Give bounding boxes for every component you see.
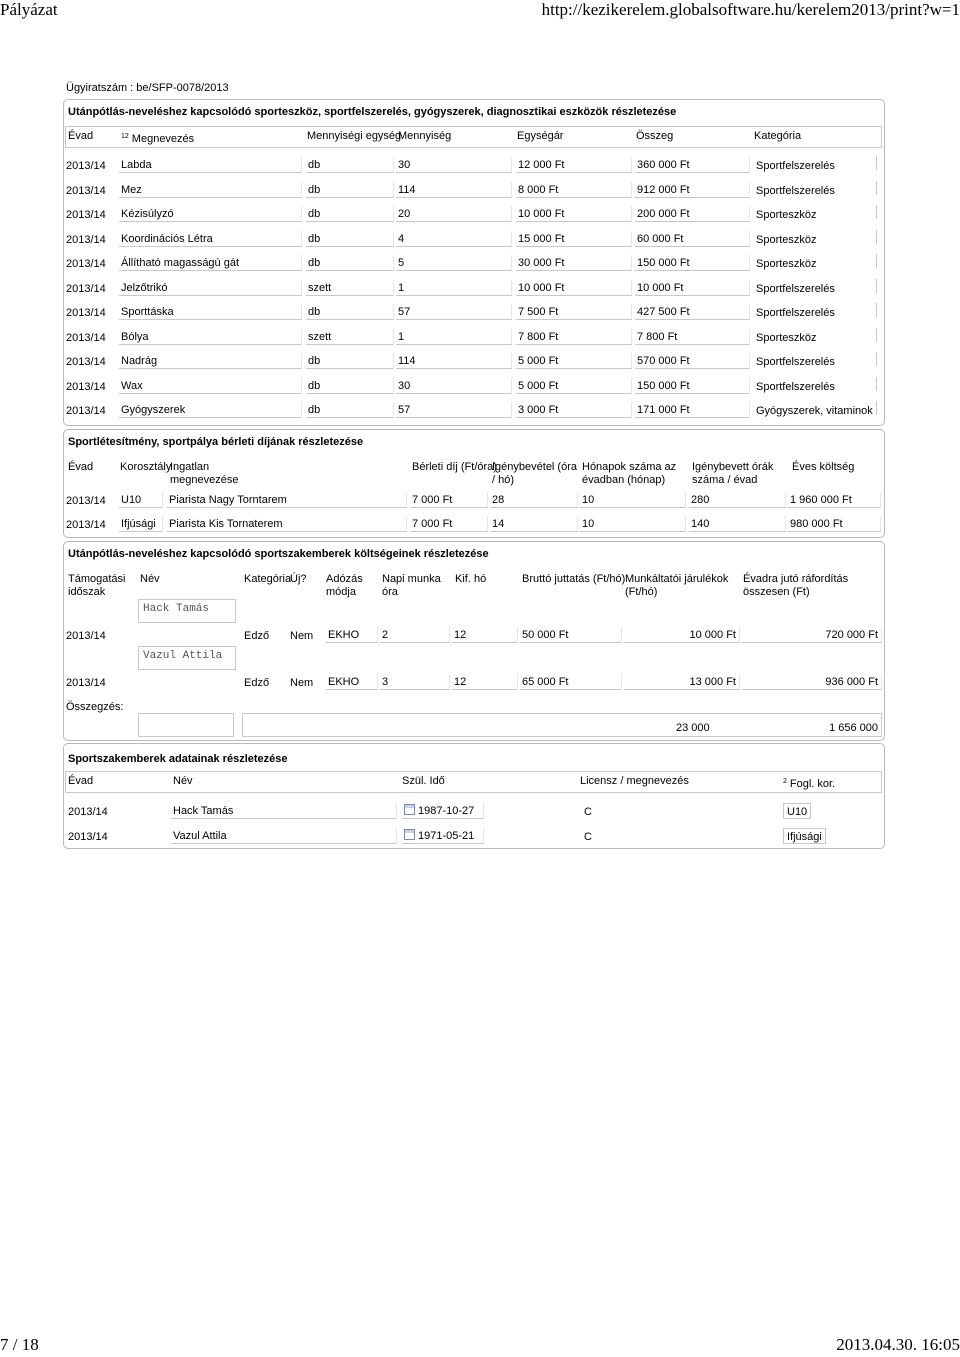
cell-kategoria: Sportfelszerelés <box>756 307 835 319</box>
cell-egysegar[interactable]: 10 000 Ft <box>516 280 632 296</box>
page-counter: 7 / 18 <box>0 1335 39 1354</box>
cell-mennyiseg[interactable]: 1 <box>396 280 512 296</box>
cell-igeny[interactable]: 14 <box>490 516 578 532</box>
cell-evad: 2013/14 <box>68 830 108 843</box>
cell-evad: 2013/14 <box>66 380 106 393</box>
cell-idoszak: 2013/14 <box>66 630 106 642</box>
cell-mennyiseg[interactable]: 4 <box>396 231 512 247</box>
cell-megnevezes[interactable]: Bólya <box>119 329 302 345</box>
cell-adozas[interactable]: EKHO <box>326 674 378 690</box>
cell-megnevezes[interactable]: Wax <box>119 378 302 394</box>
cell-osszeg[interactable]: 200 000 Ft <box>635 206 750 222</box>
cell-idoszak: 2013/14 <box>66 677 106 689</box>
cell-megnevezes[interactable]: Kézisúlyzó <box>119 206 302 222</box>
cell-ingatlan[interactable]: Piarista Nagy Torntarem <box>167 492 407 508</box>
cell-fogl[interactable]: Ifjúsági <box>783 828 826 844</box>
header-kategoria: Kategória <box>244 573 292 585</box>
cell-napi[interactable]: 3 <box>380 674 450 690</box>
cell-orak[interactable]: 140 <box>689 516 786 532</box>
cell-osszeg[interactable]: 912 000 Ft <box>635 182 750 198</box>
cell-nev[interactable]: Vazul Attila <box>171 828 397 844</box>
header-honapok: Hónapok száma az évadban (hónap) <box>582 461 677 486</box>
header-korosztaly: Korosztály <box>120 461 172 473</box>
cell-evad: 2013/14 <box>66 405 106 417</box>
cell-osszeg[interactable]: 60 000 Ft <box>635 231 750 247</box>
cell-evad: 2013/14 <box>66 519 106 531</box>
cell-kategoria: Sporteszköz <box>756 331 817 344</box>
cell-brutto[interactable]: 50 000 Ft <box>520 627 622 643</box>
cell-adozas[interactable]: EKHO <box>326 627 378 643</box>
cell-egysegar[interactable]: 5 000 Ft <box>516 353 632 369</box>
field-edge <box>872 377 877 391</box>
cell-egyseg[interactable]: db <box>306 402 394 418</box>
cell-evad: 2013/14 <box>66 160 106 172</box>
cell-egysegar[interactable]: 5 000 Ft <box>516 378 632 394</box>
cell-mennyiseg[interactable]: 57 <box>396 402 512 418</box>
header-szul: Szül. Idő <box>402 775 445 787</box>
cell-osszeg[interactable]: 7 800 Ft <box>635 329 750 345</box>
cell-evad: 2013/14 <box>66 495 106 507</box>
cell-mennyiseg[interactable]: 57 <box>396 304 512 320</box>
header-kategoria: Kategória <box>754 130 802 142</box>
cell-kategoria: Sportfelszerelés <box>756 184 835 197</box>
equipment-section <box>63 99 885 426</box>
header-kif: Kif. hó <box>455 573 487 585</box>
staff-costs-section <box>63 541 885 741</box>
cell-kategoria: Gyógyszerek, vitaminok <box>756 405 873 417</box>
cell-brutto[interactable]: 65 000 Ft <box>520 674 622 690</box>
cell-egysegar[interactable]: 7 800 Ft <box>516 329 632 345</box>
cell-egysegar[interactable]: 7 500 Ft <box>516 304 632 320</box>
field-edge <box>872 401 877 415</box>
cell-evad: 2013/14 <box>66 233 106 246</box>
staff-details-section <box>63 743 885 849</box>
header-egysegar: Egységár <box>517 130 564 142</box>
staff-costs-section-title: Utánpótlás-neveléshez kapcsolódó sportszakemberek költségeinek részletezése <box>68 548 489 560</box>
field-edge <box>872 303 877 317</box>
header-koltseg: Éves költség <box>792 461 855 473</box>
cell-mennyiseg[interactable]: 30 <box>396 378 512 394</box>
cell-evadra[interactable]: 936 000 Ft <box>742 674 882 690</box>
cell-kif[interactable]: 12 <box>452 674 518 690</box>
cell-egyseg[interactable]: szett <box>306 280 394 296</box>
cell-egyseg[interactable]: db <box>306 157 394 173</box>
cell-osszeg[interactable]: 360 000 Ft <box>635 157 750 173</box>
cell-kategoria: Sportfelszerelés <box>756 380 835 393</box>
cell-honapok[interactable]: 10 <box>580 516 686 532</box>
cell-egysegar[interactable]: 12 000 Ft <box>516 157 632 173</box>
cell-egysegar[interactable]: 10 000 Ft <box>516 206 632 222</box>
cell-evad: 2013/14 <box>66 258 106 270</box>
header-igenybevetel: Igénybevétel (óra / hó) <box>492 461 577 486</box>
cell-egyseg[interactable]: db <box>306 304 394 320</box>
cell-egyseg[interactable]: db <box>306 255 394 271</box>
cell-megnevezes[interactable]: Gyógyszerek <box>119 402 302 418</box>
cell-evad: 2013/14 <box>66 331 106 344</box>
cell-szul: 1971-05-21 <box>418 829 475 842</box>
header-brutto: Bruttó juttatás (Ft/hó) <box>522 573 626 585</box>
field-edge <box>872 279 877 293</box>
cell-egyseg[interactable]: db <box>306 378 394 394</box>
header-mennyiseg: Mennyiség <box>398 130 452 142</box>
cell-korosztaly[interactable]: Ifjúsági <box>119 516 163 532</box>
field-edge <box>872 254 877 268</box>
cell-evad: 2013/14 <box>66 282 106 295</box>
cell-egyseg[interactable]: db <box>306 353 394 369</box>
print-datetime: 2013.04.30. 16:05 <box>836 1335 960 1354</box>
header-licensz: Licensz / megnevezés <box>580 775 689 787</box>
header-idoszak: Támogatási időszak <box>68 573 126 598</box>
cell-megnevezes[interactable]: Állítható magasságú gát <box>119 255 302 271</box>
cell-osszeg[interactable]: 427 500 Ft <box>635 304 750 320</box>
header-ingatlan: Ingatlan megnevezése <box>170 461 239 486</box>
cell-egyseg[interactable]: db <box>306 182 394 198</box>
summary-row-field <box>242 713 882 737</box>
cell-mennyiseg[interactable]: 30 <box>396 157 512 173</box>
field-edge <box>872 328 877 342</box>
cell-osszeg[interactable]: 10 000 Ft <box>635 280 750 296</box>
cell-evad: 2013/14 <box>66 209 106 221</box>
cell-licensz: C <box>584 830 592 843</box>
cell-kategoria: Edző <box>244 630 270 642</box>
cell-osszeg[interactable]: 150 000 Ft <box>635 378 750 394</box>
cell-mennyiseg[interactable]: 5 <box>396 255 512 271</box>
header-fogl: $^2$ Fogl. kor. <box>783 778 836 790</box>
staff-name-field[interactable]: Vazul Attila <box>138 646 236 670</box>
cell-egyseg[interactable]: db <box>306 206 394 222</box>
cell-megnevezes[interactable]: Sporttáska <box>119 304 302 320</box>
header-adozas: Adózás módja <box>326 573 363 598</box>
staff-details-section-title: Sportszakemberek adatainak részletezése <box>68 753 288 765</box>
staff-name-field[interactable]: Hack Tamás <box>138 599 236 623</box>
header-uj: Új? <box>290 573 307 585</box>
cell-osszeg[interactable]: 570 000 Ft <box>635 353 750 369</box>
cell-osszeg[interactable]: 150 000 Ft <box>635 255 750 271</box>
field-edge <box>872 205 877 219</box>
summary-label: Összegzés: <box>66 701 124 713</box>
cell-evad: 2013/14 <box>66 356 106 368</box>
cell-szul: 1987-10-27 <box>418 805 475 817</box>
header-jarulek: Munkáltatói járulékok (Ft/hó) <box>625 573 729 598</box>
cell-uj: Nem <box>290 677 314 689</box>
header-napi: Napi munka óra <box>382 573 441 598</box>
cell-kategoria: Sporteszköz <box>756 258 817 270</box>
cell-koltseg[interactable]: 1 960 000 Ft <box>788 492 881 508</box>
cell-uj: Nem <box>290 630 314 642</box>
cell-egysegar[interactable]: 15 000 Ft <box>516 231 632 247</box>
cell-megnevezes[interactable]: Koordinációs Létra <box>119 231 302 247</box>
calendar-icon[interactable] <box>404 829 415 840</box>
birthdate-field[interactable] <box>402 803 484 819</box>
facility-section-title: Sportlétesítmény, sportpálya bérleti díjának részletezése <box>68 436 364 448</box>
facility-section <box>63 429 885 538</box>
header-evad: Évad <box>68 461 94 473</box>
browser-title: Pályázat <box>0 0 58 19</box>
cell-dij[interactable]: 7 000 Ft <box>410 492 488 508</box>
cell-mennyiseg[interactable]: 1 <box>396 329 512 345</box>
header-nev: Név <box>140 573 160 585</box>
cell-mennyiseg[interactable]: 114 <box>396 182 512 198</box>
cell-dij[interactable]: 7 000 Ft <box>410 516 488 532</box>
cell-mennyiseg[interactable]: 114 <box>396 353 512 369</box>
summary-jarulek: 23 000 <box>676 722 710 734</box>
browser-url[interactable]: http://kezikerelem.globalsoftware.hu/kerelem2013/print?w=1 <box>541 0 960 19</box>
header-evadra: Évadra jutó ráfordítás összesen (Ft) <box>743 573 849 598</box>
cell-evad: 2013/14 <box>68 806 108 818</box>
cell-licensz: C <box>584 806 592 818</box>
header-berleti-dij: Bérleti díj (Ft/óra) <box>412 461 497 473</box>
cell-nev[interactable]: Hack Tamás <box>171 803 397 819</box>
cell-evad: 2013/14 <box>66 307 106 319</box>
cell-honapok[interactable]: 10 <box>580 492 686 508</box>
header-orak: Igénybevett órák száma / évad <box>692 461 774 486</box>
summary-evadra: 1 656 000 <box>829 722 878 734</box>
cell-napi[interactable]: 2 <box>380 627 450 643</box>
field-edge <box>872 230 877 244</box>
cell-egysegar[interactable]: 3 000 Ft <box>516 402 632 418</box>
header-osszeg: Összeg <box>636 130 674 142</box>
field-edge <box>872 352 877 366</box>
cell-igeny[interactable]: 28 <box>490 492 578 508</box>
cell-mennyiseg[interactable]: 20 <box>396 206 512 222</box>
cell-kategoria: Sporteszköz <box>756 209 817 221</box>
cell-koltseg[interactable]: 980 000 Ft <box>788 516 881 532</box>
cell-osszeg[interactable]: 171 000 Ft <box>635 402 750 418</box>
summary-name-field <box>138 713 234 737</box>
cell-egysegar[interactable]: 8 000 Ft <box>516 182 632 198</box>
cell-kategoria: Sportfelszerelés <box>756 160 835 172</box>
cell-evadra[interactable]: 720 000 Ft <box>742 627 882 643</box>
birthdate-field[interactable] <box>402 828 484 844</box>
header-evad: Évad <box>68 130 94 142</box>
cell-ingatlan[interactable]: Piarista Kis Tornaterem <box>167 516 407 532</box>
field-edge <box>872 181 877 195</box>
cell-egysegar[interactable]: 30 000 Ft <box>516 255 632 271</box>
cell-megnevezes[interactable]: Nadrág <box>119 353 302 369</box>
equipment-section-title: Utánpótlás-neveléshez kapcsolódó sporteszköz, sportfelszerelés, gyógyszerek, diagnosztikai eszközök részletezése <box>68 106 677 118</box>
cell-kategoria: Edző <box>244 677 270 689</box>
cell-fogl[interactable]: U10 <box>783 803 811 819</box>
cell-egyseg[interactable]: db <box>306 231 394 247</box>
cell-megnevezes[interactable]: Jelzőtrikó <box>119 280 302 296</box>
cell-egyseg[interactable]: szett <box>306 329 394 345</box>
cell-korosztaly[interactable]: U10 <box>119 492 163 508</box>
cell-kategoria: Sportfelszerelés <box>756 356 835 368</box>
cell-jarulek[interactable]: 10 000 Ft <box>624 627 740 643</box>
cell-jarulek[interactable]: 13 000 Ft <box>624 674 740 690</box>
cell-kategoria: Sportfelszerelés <box>756 282 835 295</box>
cell-evad: 2013/14 <box>66 184 106 197</box>
cell-orak[interactable]: 280 <box>689 492 786 508</box>
case-number: Ügyiratszám : be/SFP-0078/2013 <box>66 82 229 94</box>
cell-megnevezes[interactable]: Labda <box>119 157 302 173</box>
header-mennyisegi-egyseg: Mennyiségi egység <box>307 130 402 142</box>
header-nev: Név <box>173 775 193 787</box>
header-megnevezes: $^{12}$ Megnevezés <box>121 133 195 145</box>
cell-kategoria: Sporteszköz <box>756 233 817 246</box>
calendar-icon[interactable] <box>404 804 415 815</box>
field-edge <box>872 156 877 170</box>
cell-megnevezes[interactable]: Mez <box>119 182 302 198</box>
cell-kif[interactable]: 12 <box>452 627 518 643</box>
browser-header <box>0 0 960 22</box>
header-evad: Évad <box>68 775 94 787</box>
